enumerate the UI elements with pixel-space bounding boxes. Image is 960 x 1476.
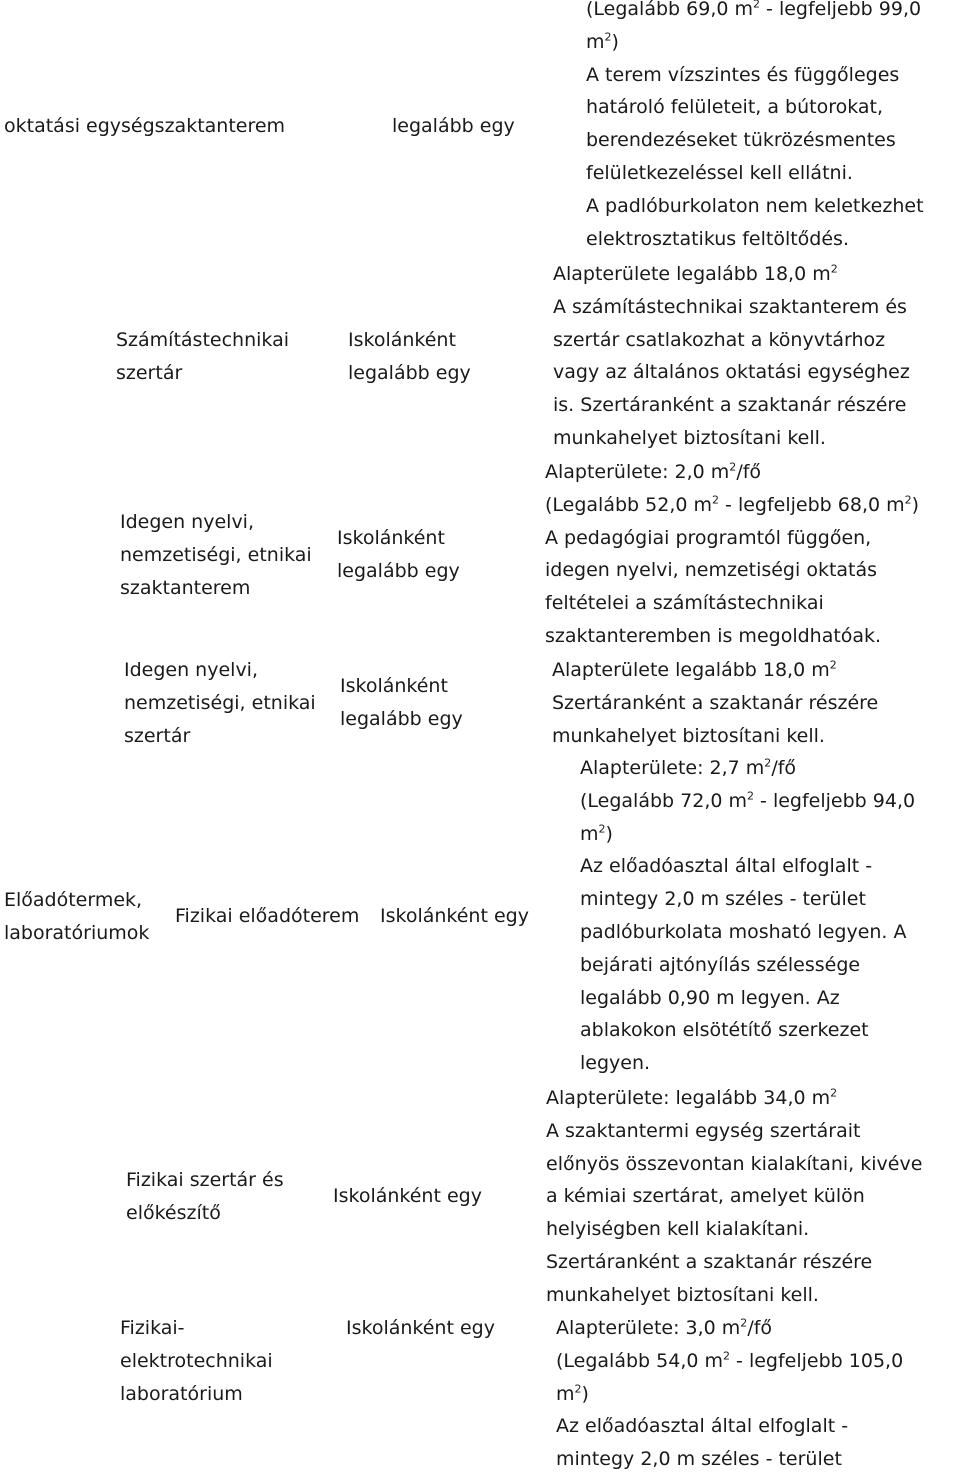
note-cell-3 xyxy=(552,654,878,752)
category-cell-2 xyxy=(120,506,312,604)
note-cell-4 xyxy=(580,752,915,1080)
note-cell-4-line-8: ablakokon elsötétítő szerkezet xyxy=(580,1019,869,1042)
note-cell-2-line-2: A pedagógiai programtól függően, xyxy=(545,526,872,549)
requirement-cell-6-line-0: Iskolánként egy xyxy=(346,1317,495,1339)
category-cell-5-line-1: előkészítő xyxy=(126,1201,221,1224)
category-cell-2-line-0: Idegen nyelvi, xyxy=(120,511,255,533)
category-cell-5-line-0: Fizikai szertár és xyxy=(126,1169,284,1191)
note-cell-0 xyxy=(586,0,924,255)
category-cell-2-line-2: szaktanterem xyxy=(120,576,251,599)
requirement-cell-2-line-1: legalább egy xyxy=(337,559,460,582)
requirement-cell-6 xyxy=(346,1312,495,1345)
note-cell-6-line-1: (Legalább 54,0 $m^2$ - legfeljebb 105,0 xyxy=(556,1349,904,1372)
note-cell-4-line-0: Alapterülete: 2,7 $m^2/fő$ xyxy=(580,756,797,779)
superscript: 2 xyxy=(764,756,772,770)
category-cell-1-line-0: Számítástechnikai xyxy=(116,329,289,351)
superscript: 2 xyxy=(723,1349,731,1363)
requirement-cell-1 xyxy=(348,324,471,390)
note-cell-2-line-1: (Legalább 52,0 $m^2$ - legfeljebb 68,0 $m^2$) xyxy=(545,493,920,516)
note-cell-4-line-3: Az előadóasztal által elfoglalt - xyxy=(580,855,873,878)
note-cell-5-line-3: a kémiai szertárat, amelyet külön xyxy=(546,1185,865,1208)
superscript: 2 xyxy=(904,493,912,507)
note-cell-4-line-7: legalább 0,90 m legyen. Az xyxy=(580,986,840,1009)
requirement-cell-2-line-0: Iskolánként xyxy=(337,527,445,549)
category-cell-0 xyxy=(4,110,285,143)
requirement-cell-5-line-0: Iskolánként egy xyxy=(333,1185,482,1207)
note-cell-3-line-1: Szertáranként a szaktanár részére xyxy=(552,691,879,714)
category-cell-6-line-0: Fizikai- xyxy=(120,1317,185,1339)
note-cell-0-line-7: elektrosztatikus feltöltődés. xyxy=(586,227,849,250)
note-cell-3-line-0: Alapterülete legalább 18,0 $m^2$ xyxy=(552,658,837,681)
note-cell-1-line-3: vagy az általános oktatási egységhez xyxy=(553,361,910,384)
category-cell-1-line-1: szertár xyxy=(116,361,183,384)
note-cell-5-line-0: Alapterülete: legalább 34,0 $m^2$ xyxy=(546,1086,838,1109)
note-cell-4-line-5: padlóburkolata mosható legyen. A xyxy=(580,920,907,943)
note-cell-5-line-5: Szertáranként a szaktanár részére xyxy=(546,1250,873,1273)
note-cell-3-line-2: munkahelyet biztosítani kell. xyxy=(552,724,825,747)
category-cell-6-line-1: elektrotechnikai xyxy=(120,1349,273,1372)
superscript: 2 xyxy=(753,0,761,11)
note-cell-5-line-4: helyiségben kell kialakítani. xyxy=(546,1218,810,1241)
note-cell-4-line-2: $m^2$) xyxy=(580,822,613,845)
group-label-cell xyxy=(4,884,149,950)
note-cell-1-line-1: A számítástechnikai szaktanterem és xyxy=(553,295,907,318)
category-cell-4-line-0: Fizikai előadóterem xyxy=(175,905,360,927)
note-cell-1-line-4: is. Szertáranként a szaktanár részére xyxy=(553,394,907,417)
note-cell-0-line-3: határoló felületeit, a bútorokat, xyxy=(586,96,884,119)
category-cell-1 xyxy=(116,324,289,390)
requirement-cell-2 xyxy=(337,522,460,588)
note-cell-1-line-5: munkahelyet biztosítani kell. xyxy=(553,426,826,449)
note-cell-0-line-6: A padlóburkolaton nem keletkezhet xyxy=(586,194,924,217)
category-cell-5 xyxy=(126,1164,284,1230)
note-cell-4-line-6: bejárati ajtónyílás szélessége xyxy=(580,953,861,976)
superscript: 2 xyxy=(740,1316,748,1330)
group-label-cell-line-1: laboratóriumok xyxy=(4,921,150,944)
note-cell-6-line-2: $m^2$) xyxy=(556,1382,589,1405)
requirement-cell-0 xyxy=(392,110,515,143)
note-cell-4-line-1: (Legalább 72,0 $m^2$ - legfeljebb 94,0 xyxy=(580,789,916,812)
superscript: 2 xyxy=(747,789,755,803)
superscript: 2 xyxy=(830,1086,838,1100)
note-cell-2 xyxy=(545,456,919,653)
note-cell-0-line-5: felületkezeléssel kell ellátni. xyxy=(586,161,853,184)
note-cell-5-line-2: előnyös összevontan kialakítani, kivéve xyxy=(546,1152,923,1175)
note-cell-0-line-4: berendezéseket tükrözésmentes xyxy=(586,129,896,152)
requirement-cell-3-line-1: legalább egy xyxy=(340,707,463,730)
superscript: 2 xyxy=(712,493,720,507)
note-cell-0-line-0: (Legalább 69,0 $m^2$ - legfeljebb 99,0 xyxy=(586,0,924,26)
superscript: 2 xyxy=(830,262,838,276)
note-cell-5-line-1: A szaktantermi egység szertárait xyxy=(546,1119,861,1142)
note-cell-2-line-3: idegen nyelvi, nemzetiségi oktatás xyxy=(545,559,878,582)
category-cell-3-line-2: szertár xyxy=(124,724,191,747)
note-cell-0-line-1: $m^2$) xyxy=(586,30,619,53)
note-cell-0-line-2: A terem vízszintes és függőleges xyxy=(586,63,900,86)
note-cell-1 xyxy=(553,258,910,455)
note-cell-2-line-4: feltételei a számítástechnikai xyxy=(545,592,824,615)
category-cell-3-line-0: Idegen nyelvi, xyxy=(124,659,259,681)
note-cell-5-line-6: munkahelyet biztosítani kell. xyxy=(546,1283,819,1306)
superscript: 2 xyxy=(598,822,606,836)
note-cell-6-line-3: Az előadóasztal által elfoglalt - xyxy=(556,1415,849,1438)
category-cell-6-line-2: laboratórium xyxy=(120,1382,243,1405)
category-cell-2-line-1: nemzetiségi, etnikai xyxy=(120,543,312,566)
category-cell-3-line-1: nemzetiségi, etnikai xyxy=(124,691,316,714)
note-cell-2-line-0: Alapterülete: 2,0 $m^2/fő$ xyxy=(545,460,762,483)
note-cell-6-line-0: Alapterülete: 3,0 $m^2/fő$ xyxy=(556,1316,773,1339)
requirement-cell-5 xyxy=(333,1180,482,1213)
category-cell-0-line-0: oktatási egységszaktanterem xyxy=(4,115,286,137)
category-cell-6 xyxy=(120,1312,273,1410)
note-cell-4-line-4: mintegy 2,0 m széles - terület xyxy=(580,888,866,911)
superscript: 2 xyxy=(829,658,837,672)
note-cell-6-line-4: mintegy 2,0 m széles - terület xyxy=(556,1448,842,1471)
superscript: 2 xyxy=(604,30,612,44)
note-cell-6 xyxy=(556,1312,903,1476)
superscript: 2 xyxy=(574,1382,582,1396)
requirement-cell-3-line-0: Iskolánként xyxy=(340,675,448,697)
group-label-cell-line-0: Előadótermek, xyxy=(4,889,143,911)
note-cell-1-line-2: szertár csatlakozhat a könyvtárhoz xyxy=(553,328,886,351)
note-cell-1-line-0: Alapterülete legalább 18,0 $m^2$ xyxy=(553,262,838,285)
note-cell-4-line-9: legyen. xyxy=(580,1052,651,1075)
requirement-cell-0-line-0: legalább egy xyxy=(392,115,515,137)
requirement-cell-4-line-0: Iskolánként egy xyxy=(380,905,529,927)
requirement-cell-1-line-0: Iskolánként xyxy=(348,329,456,351)
note-cell-5 xyxy=(546,1082,922,1312)
category-cell-4 xyxy=(175,900,359,933)
requirement-cell-4 xyxy=(380,900,529,933)
requirement-cell-3 xyxy=(340,670,463,736)
requirement-cell-1-line-1: legalább egy xyxy=(348,361,471,384)
note-cell-2-line-5: szaktanteremben is megoldhatóak. xyxy=(545,624,882,647)
superscript: 2 xyxy=(729,460,737,474)
category-cell-3 xyxy=(124,654,316,752)
